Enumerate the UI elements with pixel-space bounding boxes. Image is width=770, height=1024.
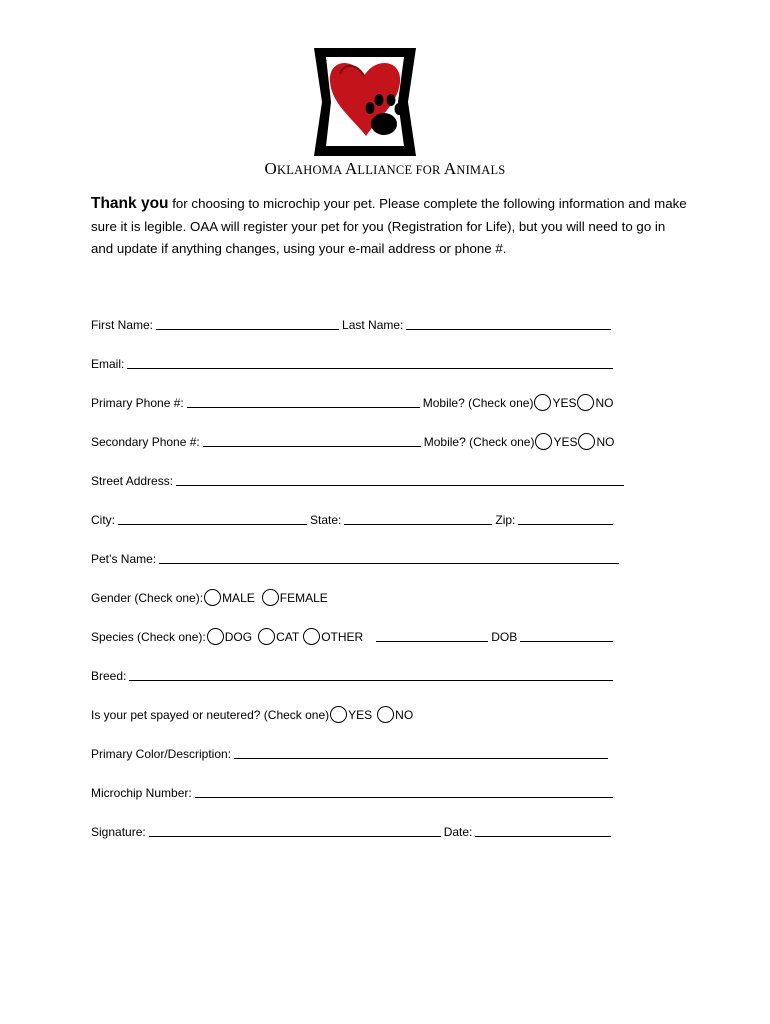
secondary-mobile-label: Mobile? (Check one) (423, 435, 535, 449)
gender-female-checkbox[interactable] (262, 589, 279, 606)
street-address-row (91, 468, 627, 488)
date-field[interactable] (475, 824, 611, 837)
zip-field[interactable] (518, 512, 613, 525)
primary-color-row (91, 741, 611, 761)
secondary-mobile-no-checkbox[interactable] (578, 433, 595, 450)
state-field[interactable] (344, 512, 492, 525)
pets-name-label: Pet’s Name: (91, 552, 157, 566)
oaa-logo (312, 46, 418, 158)
state-label: State: (310, 513, 342, 527)
gender-label: Gender (Check one): (91, 591, 204, 605)
secondary-mobile-yes-label: YES (553, 435, 578, 449)
spayed-yes-label: YES (348, 708, 373, 722)
email-field[interactable] (127, 356, 613, 369)
email-row (91, 351, 616, 371)
primary-mobile-no-label: NO (595, 396, 614, 410)
primary-phone-row (91, 390, 613, 410)
secondary-mobile-yes-checkbox[interactable] (535, 433, 552, 450)
secondary-mobile-no-label: NO (596, 435, 615, 449)
breed-label: Breed: (91, 669, 127, 683)
primary-mobile-yes-label: YES (552, 396, 577, 410)
first-name-label: First Name: (91, 318, 154, 332)
spayed-no-checkbox[interactable] (377, 706, 394, 723)
first-name-field[interactable] (156, 317, 339, 330)
primary-color-label: Primary Color/Description: (91, 747, 232, 761)
spayed-row (91, 702, 413, 722)
dob-label: DOB (491, 630, 518, 644)
species-other-label: OTHER (321, 630, 364, 644)
last-name-label: Last Name: (342, 318, 404, 332)
microchip-row (91, 780, 616, 800)
primary-phone-field[interactable] (187, 395, 420, 408)
microchip-field[interactable] (195, 785, 613, 798)
breed-row (91, 663, 616, 683)
species-row (91, 624, 616, 644)
spayed-no-label: NO (395, 708, 414, 722)
breed-field[interactable] (129, 668, 613, 681)
city-field[interactable] (118, 512, 307, 525)
species-other-checkbox[interactable] (303, 628, 320, 645)
intro-paragraph (91, 193, 691, 261)
signature-field[interactable] (149, 824, 441, 837)
intro-text: for choosing to microchip your pet. Please complete the following information and make sure it is legible. OAA will register your pet for you (Registration for Life), but you will need to go in and update if anything changes, using your e-mail address or phone #. (91, 196, 687, 256)
zip-label: Zip: (495, 513, 516, 527)
signature-row (91, 819, 614, 839)
microchip-label: Microchip Number: (91, 786, 192, 800)
name-row (91, 312, 614, 332)
secondary-phone-field[interactable] (203, 434, 421, 447)
species-other-field[interactable] (376, 629, 488, 642)
gender-female-label: FEMALE (279, 591, 328, 605)
pets-name-row (91, 546, 622, 566)
pets-name-field[interactable] (159, 551, 619, 564)
gender-row (91, 585, 328, 605)
primary-mobile-label: Mobile? (Check one) (422, 396, 534, 410)
secondary-phone-row (91, 429, 614, 449)
species-dog-checkbox[interactable] (207, 628, 224, 645)
gender-male-label: MALE (222, 591, 255, 605)
gender-male-checkbox[interactable] (204, 589, 221, 606)
species-cat-checkbox[interactable] (258, 628, 275, 645)
species-cat-label: CAT (276, 630, 300, 644)
secondary-phone-label: Secondary Phone #: (91, 435, 200, 449)
primary-mobile-yes-checkbox[interactable] (534, 394, 551, 411)
street-address-field[interactable] (176, 473, 624, 486)
street-address-label: Street Address: (91, 474, 174, 488)
organization-name: OKLAHOMA ALLIANCE FOR ANIMALS (264, 159, 506, 178)
dob-field[interactable] (520, 629, 613, 642)
last-name-field[interactable] (406, 317, 611, 330)
primary-phone-label: Primary Phone #: (91, 396, 184, 410)
primary-color-field[interactable] (234, 746, 608, 759)
spayed-yes-checkbox[interactable] (330, 706, 347, 723)
primary-mobile-no-checkbox[interactable] (577, 394, 594, 411)
spayed-label: Is your pet spayed or neutered? (Check one) (91, 708, 330, 722)
species-label: Species (Check one): (91, 630, 206, 644)
intro-lead: Thank you (91, 195, 169, 212)
date-label: Date: (443, 825, 473, 839)
species-dog-label: DOG (224, 630, 253, 644)
signature-label: Signature: (91, 825, 146, 839)
email-label: Email: (91, 357, 125, 371)
city-state-zip-row (91, 507, 616, 527)
city-label: City: (91, 513, 115, 527)
